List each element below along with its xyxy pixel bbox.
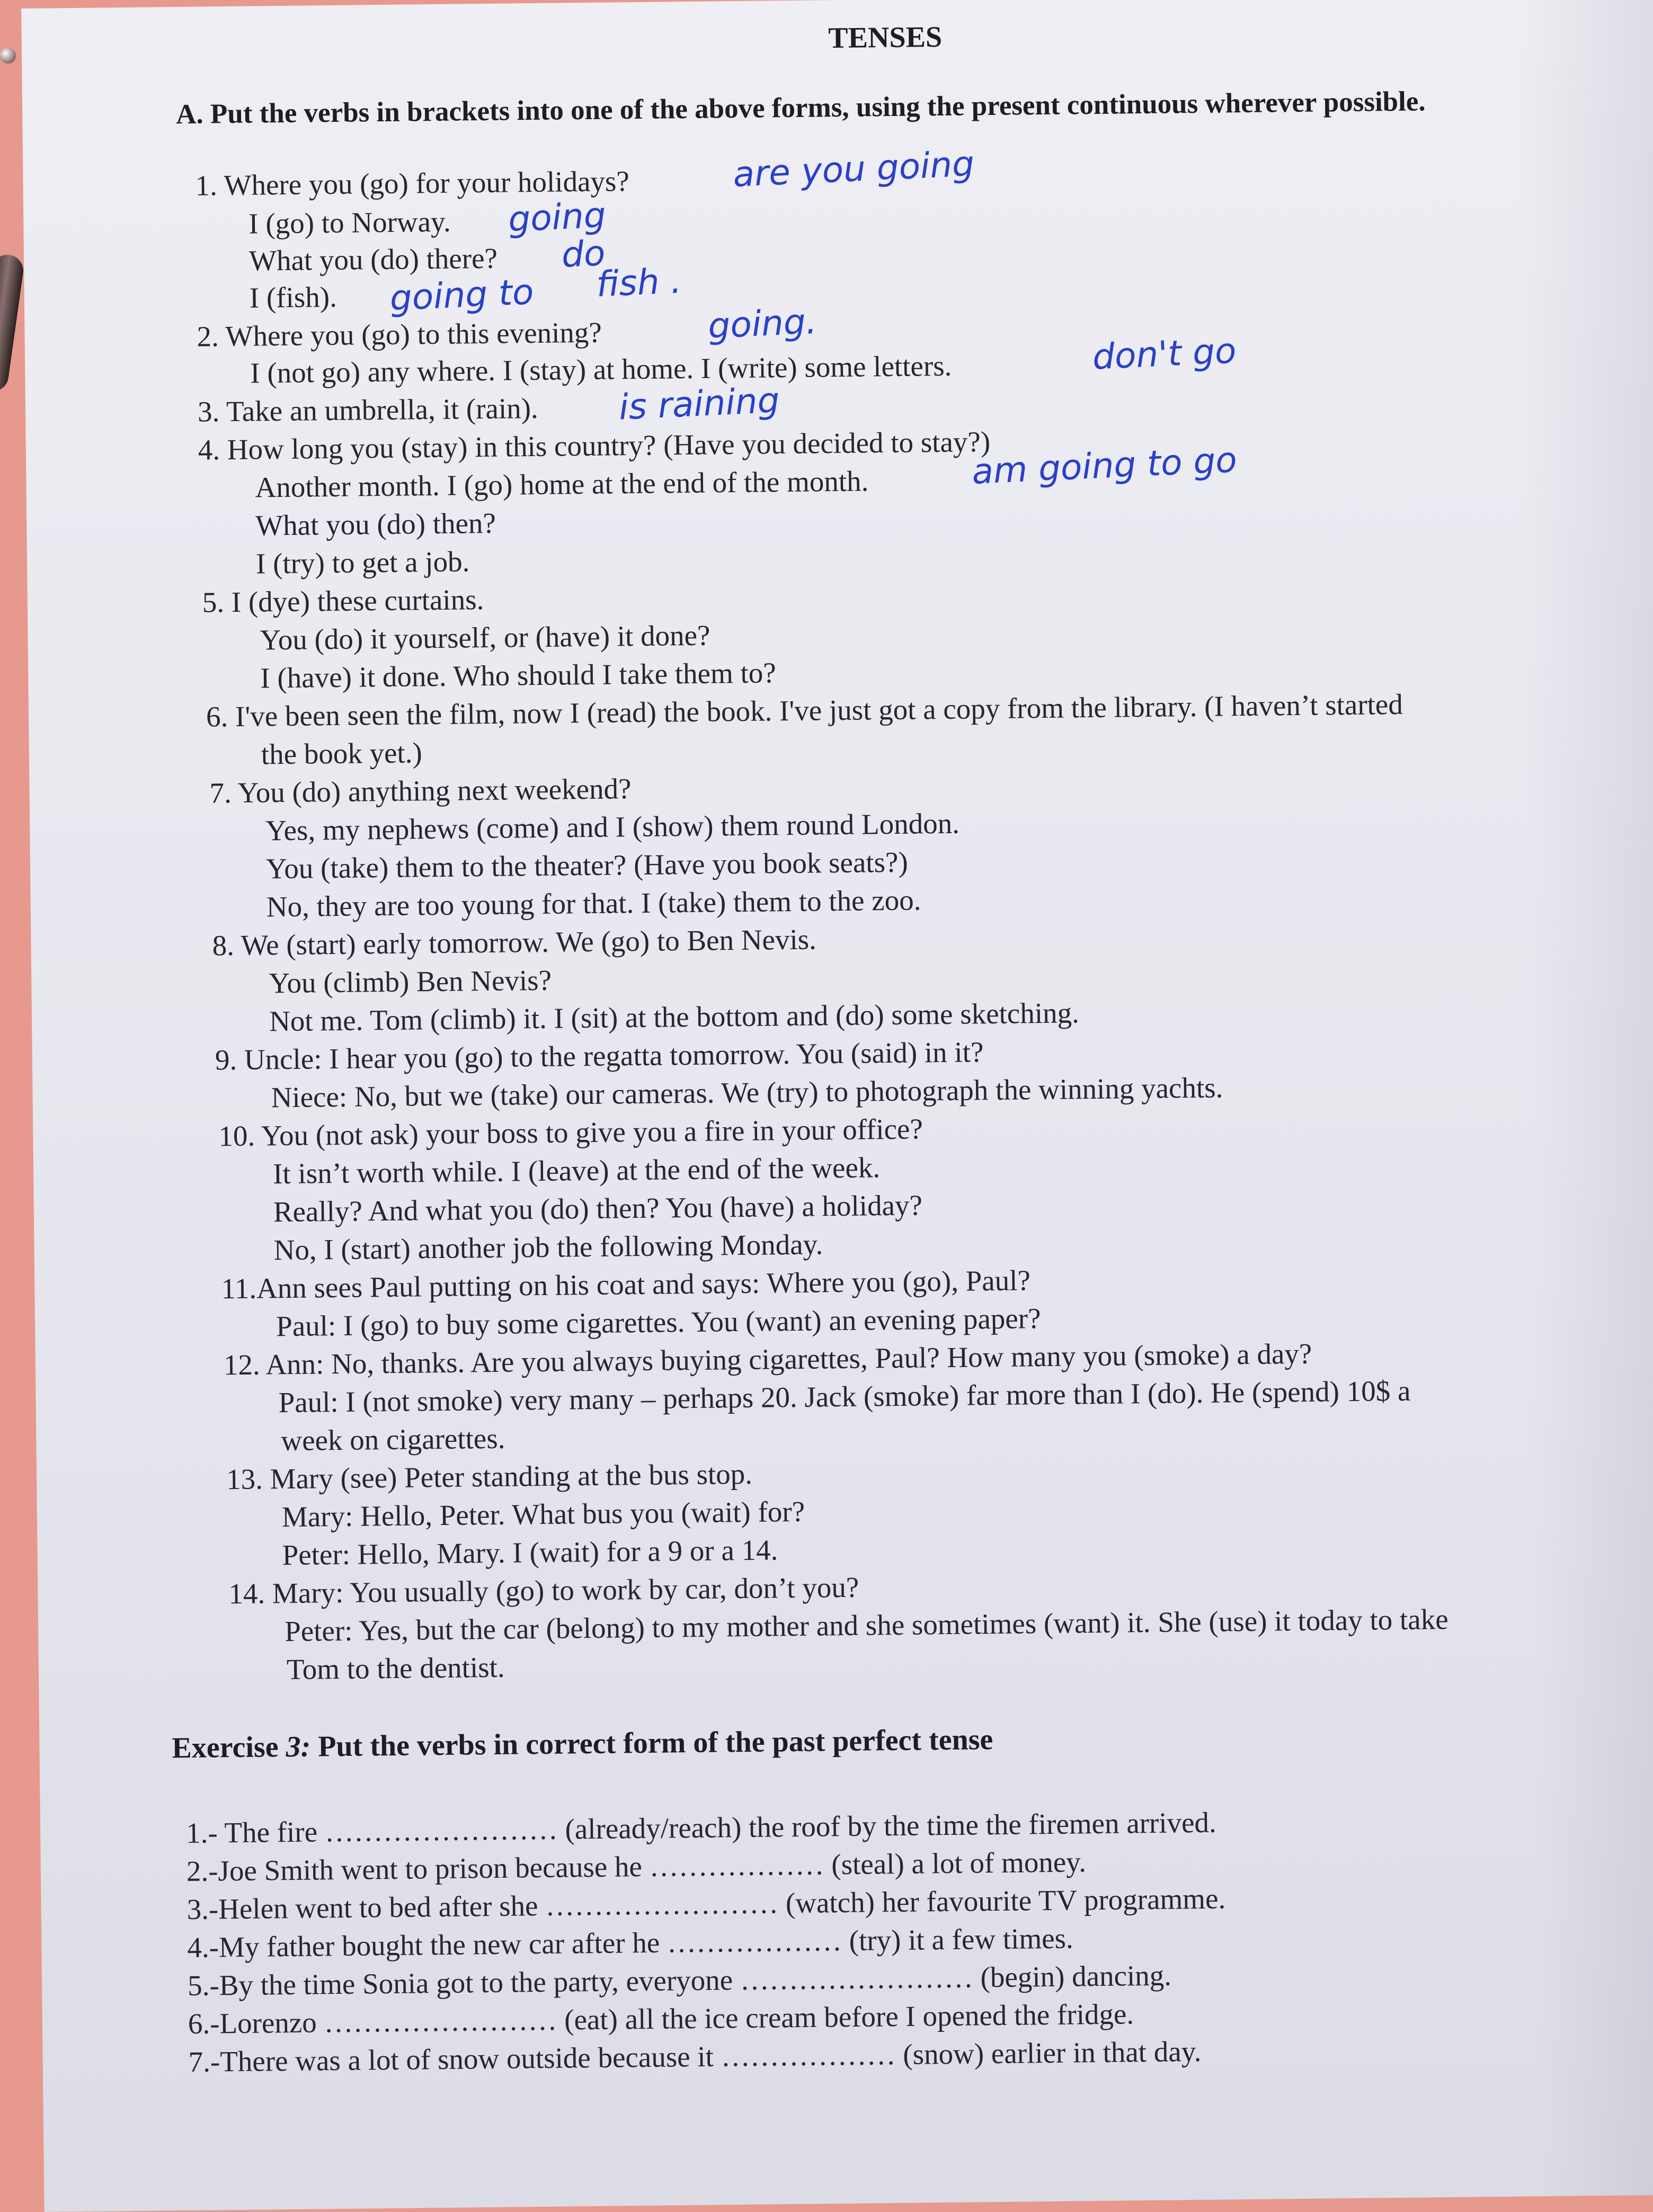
question-14-line-1: 14. Mary: You usually (go) to work by car, don’t you?: [228, 1571, 859, 1610]
question-13-line-2: Mary: Hello, Peter. What bus you (wait) for?: [281, 1495, 805, 1533]
exercise-3-item-7: 7.-There was a lot of snow outside because it ……………… (snow) earlier in that day.: [188, 2035, 1202, 2079]
question-4-line-2: Another month. I (go) home at the end of the month.: [255, 465, 869, 504]
exercise-3-item-4: 4.-My father bought the new car after he ……………… (try) it a few times.: [187, 1922, 1074, 1964]
handwritten-answer-1b: going: [507, 194, 607, 240]
pen-object: [0, 253, 25, 394]
handwritten-answer-3: is raining: [618, 379, 781, 428]
question-7-line-1: 7. You (do) anything next weekend?: [209, 772, 632, 809]
handwritten-answer-4: am going to go: [971, 439, 1238, 493]
question-11-line-2: Paul: I (go) to buy some cigarettes. You (want) an evening paper?: [276, 1302, 1041, 1343]
bead-decoration: [0, 48, 16, 64]
question-14-line-3: Tom to the dentist.: [286, 1651, 505, 1686]
question-6-line-1: 6. I've been seen the film, now I (read) the book. I've just got a copy from the library. (I haven’t started: [206, 688, 1403, 733]
question-7-line-2: Yes, my nephews (come) and I (show) them round London.: [265, 807, 960, 847]
question-8-line-3: Not me. Tom (climb) it. I (sit) at the bottom and (do) some sketching.: [269, 996, 1080, 1038]
exercise-3-number: 3:: [286, 1730, 311, 1764]
question-7-line-4: No, they are too young for that. I (take) them to the zoo.: [266, 884, 921, 923]
question-5-line-3: I (have) it done. Who should I take them to?: [260, 656, 777, 694]
question-2-line-2: I (not go) any where. I (stay) at home. I (write) some letters.: [250, 349, 952, 389]
question-14-line-2: Peter: Yes, but the car (belong) to my mother and she sometimes (want) it. She (use) it today to take: [284, 1603, 1448, 1648]
paper-shadow: [1515, 0, 1653, 2196]
question-3-line-1: 3. Take an umbrella, it (rain).: [197, 391, 539, 428]
handwritten-answer-1e: fish .: [595, 260, 683, 305]
question-1-line-2: I (go) to Norway.: [248, 205, 451, 240]
handwritten-answer-2a: going.: [707, 300, 818, 347]
question-13-line-1: 13. Mary (see) Peter standing at the bus stop.: [226, 1457, 753, 1496]
question-9-line-2: Niece: No, but we (take) our cameras. We (try) to photograph the winning yachts.: [271, 1071, 1223, 1114]
question-1-line-4: I (fish).: [249, 280, 337, 314]
question-12-line-1: 12. Ann: No, thanks. Are you always buying cigarettes, Paul? How many you (smoke) a day?: [223, 1337, 1312, 1381]
exercise-3-item-6: 6.-Lorenzo …………………… (eat) all the ice cream before I opened the fridge.: [188, 1997, 1134, 2040]
exercise-3-item-1: 1.- The fire …………………… (already/reach) the roof by the time the firemen arrived.: [185, 1806, 1217, 1850]
question-12-line-3: week on cigarettes.: [281, 1422, 505, 1457]
worksheet-paper: [21, 0, 1653, 2212]
handwritten-answer-1c: do: [561, 233, 606, 275]
question-11-line-1: 11.Ann sees Paul putting on his coat and says: Where you (go), Paul?: [221, 1264, 1031, 1305]
handwritten-answer-1a: are you going: [732, 143, 975, 195]
question-4-line-3: What you (do) then?: [255, 506, 496, 542]
question-4-line-1: 4. How long you (stay) in this country? (Have you decided to stay?): [198, 425, 991, 466]
question-4-line-4: I (try) to get a job.: [255, 545, 470, 580]
question-10-line-1: 10. You (not ask) your boss to give you a fire in your office?: [218, 1112, 923, 1153]
question-6-line-2: the book yet.): [261, 736, 423, 771]
question-7-line-3: You (take) them to the theater? (Have you book seats?): [265, 845, 909, 885]
question-1-line-3: What you (do) there?: [248, 242, 498, 277]
exercise-3-instruction: Put the verbs in correct form of the past perfect tense: [310, 1723, 993, 1763]
page-title: TENSES: [828, 20, 943, 55]
question-10-line-3: Really? And what you (do) then? You (have) a holiday?: [273, 1189, 923, 1228]
question-8-line-2: You (climb) Ben Nevis?: [269, 964, 552, 1000]
exercise-3-label: Exercise: [172, 1731, 286, 1765]
question-9-line-1: 9. Uncle: I hear you (go) to the regatta tomorrow. You (said) in it?: [215, 1036, 984, 1076]
question-5-line-2: You (do) it yourself, or (have) it done?: [260, 619, 710, 656]
question-13-line-3: Peter: Hello, Mary. I (wait) for a 9 or a 14.: [282, 1533, 778, 1572]
exercise-3-item-5: 5.-By the time Sonia got to the party, everyone …………………… (begin) dancing.: [187, 1959, 1172, 2002]
exercise-3-item-2: 2.-Joe Smith went to prison because he ……………… (steal) a lot of money.: [186, 1845, 1087, 1888]
handwritten-answer-2b: don't go: [1091, 330, 1238, 378]
question-1-line-1: 1. Where you (go) for your holidays?: [195, 165, 630, 202]
handwritten-answer-1d: going to: [389, 271, 535, 319]
question-12-line-2: Paul: I (not smoke) very many – perhaps 20. Jack (smoke) far more than I (do). He (spend) 10$ a: [278, 1374, 1411, 1419]
section-a-heading: A. Put the verbs in brackets into one of the above forms, using the present continuous wherever possible.: [175, 86, 1426, 130]
question-2-line-1: 2. Where you (go) to this evening?: [197, 316, 602, 353]
exercise-3-item-3: 3.-Helen went to bed after she …………………… (watch) her favourite TV programme.: [186, 1882, 1226, 1926]
question-8-line-1: 8. We (start) early tomorrow. We (go) to Ben Nevis.: [212, 923, 817, 962]
question-10-line-2: It isn’t worth while. I (leave) at the end of the week.: [272, 1151, 881, 1190]
question-10-line-4: No, I (start) another job the following Monday.: [273, 1228, 823, 1266]
exercise-3-heading: [172, 1723, 993, 1765]
question-5-line-1: 5. I (dye) these curtains.: [202, 583, 484, 619]
